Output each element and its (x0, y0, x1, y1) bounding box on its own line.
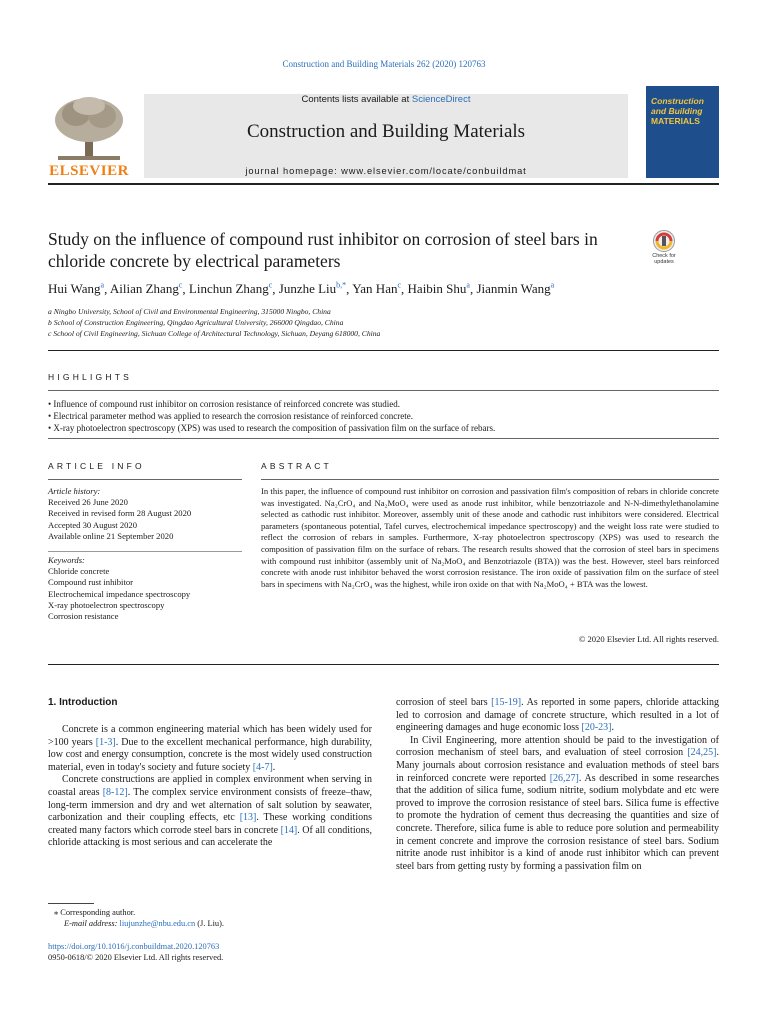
corresponding-author-note: ⁎ Corresponding author. (54, 908, 136, 917)
history-item: Available online 21 September 2020 (48, 530, 174, 541)
citation-link[interactable]: [13] (239, 812, 257, 824)
citation-link[interactable]: [14] (280, 824, 298, 836)
keyword: Compound rust inhibitor (48, 577, 133, 588)
history-item: Received in revised form 28 August 2020 (48, 508, 192, 519)
divider (48, 390, 719, 391)
citation-link[interactable]: [20-23] (581, 722, 612, 734)
divider (261, 479, 719, 480)
author[interactable]: Linchun Zhang$^c$ (188, 281, 273, 297)
section-heading-introduction: 1. Introduction (48, 697, 118, 708)
author[interactable]: Junzhe Liu$^{b,*}$ (278, 281, 347, 297)
keyword: Chloride concrete (48, 566, 110, 577)
check-for-updates-badge[interactable] (645, 229, 683, 269)
highlights-heading: HIGHLIGHTS (48, 372, 132, 382)
keywords-label: Keywords: (48, 555, 85, 565)
article-history (48, 486, 248, 542)
divider (48, 479, 242, 480)
abstract-copyright: © 2020 Elsevier Ltd. All rights reserved. (578, 634, 719, 644)
author[interactable]: Ailian Zhang$^c$ (109, 281, 183, 297)
doi-link[interactable]: https://doi.org/10.1016/j.conbuildmat.2020.120763 (48, 942, 220, 951)
author[interactable]: Hui Wang$^a$ (48, 281, 105, 297)
citation-link[interactable]: [8-12] (102, 786, 128, 798)
citation-link[interactable]: [1-3] (95, 736, 116, 748)
journal-cover-thumbnail (646, 86, 719, 178)
history-item: Accepted 30 August 2020 (48, 519, 138, 530)
divider (48, 551, 242, 552)
paragraph: Concrete constructions are applied in complex environment when serving in coastal areas [8-12]. The complex service environment consists of freeze–thaw, long-term immersion and dry and wet alternation of salt solution by seawater, carbonization and their coupling effects, etc [13]. These working conditions created many factors which corrode steel bars in concrete [14]. Of all conditions, chloride attacking is most serious and can accelerate the (48, 774, 373, 849)
sciencedirect-link[interactable]: ScienceDirect (411, 94, 471, 105)
footnote-rule (48, 903, 94, 904)
article-title: Study on the influence of compound rust inhibitor on corrosion of steel bars in chloride concrete by electrical parameters (48, 229, 598, 271)
issn-line: 0950-0618/© 2020 Elsevier Ltd. All rights reserved. (48, 953, 224, 962)
email-link[interactable]: liujunzhe@nbu.edu.cn (119, 919, 196, 929)
author[interactable]: Jianmin Wang$^a$ (476, 281, 555, 297)
keyword: Corrosion resistance (48, 611, 119, 622)
divider (48, 438, 719, 439)
cover-line: MATERIALS (651, 116, 700, 126)
affiliation: c School of Civil Engineering, Sichuan College of Architectural Technology, Sichuan, Deyang 618000, China (48, 329, 381, 338)
tree-icon (48, 94, 130, 164)
intro-column-right (396, 697, 719, 873)
citation-link[interactable]: [26,27] (549, 772, 579, 784)
journal-homepage[interactable]: journal homepage: www.elsevier.com/locate/conbuildmat (245, 166, 527, 176)
divider (48, 664, 719, 665)
keyword: X-ray photoelectron spectroscopy (48, 599, 165, 610)
check-updates-line: Check for (652, 253, 676, 259)
cover-title (651, 96, 717, 126)
author-list: Hui Wang$^a$, Ailian Zhang$^c$, Linchun Zhang$^c$, Junzhe Liu$^{b,*}$, Yan Han$^c$, Haibin Shu$^a$, Jianmin Wang$^a$ (48, 281, 555, 297)
cover-line: and Building (651, 106, 703, 116)
history-item: Received 26 June 2020 (48, 497, 128, 508)
author[interactable]: Yan Han$^c$ (352, 281, 402, 297)
divider (48, 350, 719, 351)
highlight-item: • X-ray photoelectron spectroscopy (XPS) was used to research the composition of passivation film on the surface of rebars. (48, 423, 496, 433)
highlight-item: • Electrical parameter method was applied to research the corrosion resistance of reinforced concrete. (48, 411, 413, 421)
header-rule (48, 183, 719, 185)
citation-link[interactable]: [24,25] (687, 747, 717, 759)
affiliation: b School of Construction Engineering, Qingdao Agricultural University, 266000 Qingdao, China (48, 318, 344, 327)
publisher-name: ELSEVIER (49, 163, 129, 179)
paragraph: Concrete is a common engineering material which has been widely used for >100 years [1-3]. Due to the excellent mechanical performance, high durability, low cost and energy consumption, concrete is the most widely used construction material, even in today's society and future society [4-7]. (48, 724, 372, 773)
highlight-item: • Influence of compound rust inhibitor on corrosion resistance of reinforced concrete was studied. (48, 399, 401, 409)
keywords (48, 555, 248, 622)
email-line: E-mail address: liujunzhe@nbu.edu.cn (J. Liu). (64, 919, 224, 929)
journal-citation[interactable]: Construction and Building Materials 262 (2020) 120763 (282, 59, 486, 69)
journal-title: Construction and Building Materials (246, 121, 526, 142)
check-updates-icon (645, 229, 683, 253)
paragraph: In Civil Engineering, more attention should be paid to the investigation of corrosion mechanism of steel bars, and evaluation of steel corrosion [24,25]. Many journals about corrosion resistance and evaluation methods of steel bars in reinforced concrete were reported [26,27]. As described in some researches that the addition of silica fume, sodium nitrite, sodium molybdate and etc were proved to improve the corrosion resistance of steel bars. Silica fume is effective to promote the hydration of cement thus decreasing the quantities and size of concrete. Therefore, silica fume is able to reduce pore solution and permeability in cement concrete and improve the corrosion resistance of steel bars. Sodium nitrite anode rust inhibitor is a kind of anode rust inhibitor which can prevent steel bars from getting rusty by forming a passivation film on (396, 734, 720, 872)
citation-link[interactable]: [4-7] (252, 761, 273, 773)
check-updates-line: updates (654, 259, 674, 265)
abstract-heading: ABSTRACT (261, 461, 332, 471)
check-updates-label (645, 253, 683, 265)
abstract-text: In this paper, the influence of compound rust inhibitor on corrosion and passivation film's composition of rebars in chloride concrete was investigated. Na₂CrO₄ and Na₂MoO₄ were used as anode rust inhibitor, while benzotriazole and N-N-dimethylethanolamine selected as cathodic rust inhibitor. Moreover, assembly unit of these anode and cathodic rust inhibitors were considered. Electrical parameters (spontaneous potential, Tafel curves, electrochemical impedance spectroscopy) and the weight loss rate were studied to reflect the corrosion of rebars in samples. Furthermore, X-ray photoelectron spectroscopy (XPS) was used to research the composition of passivation film on the surface of rebars. The research results showed that the corrosion of steel bars in specimens with compound rust inhibitor (assembly unit of Na₂MoO₄ and Benzotriazole (BTA)) was the best. However, steel bars reinforced concrete with anode rust inhibitor behaved the worst corrosion resistance. The iron oxide of passivation film on the surface of steel bars in specimens with Na₂CrO₄ was the highest, while iron oxide on that with Na₂MoO₄ + BTA was the lowest. (261, 486, 719, 589)
keyword: Electrochemical impedance spectroscopy (48, 588, 191, 599)
cover-line: Construction (651, 96, 704, 106)
affiliation: a Ningbo University, School of Civil and Environmental Engineering, 315000 Ningbo, China (48, 307, 331, 316)
intro-column-left (48, 724, 372, 850)
citation-link[interactable]: [15-19] (491, 697, 522, 708)
contents-line (144, 94, 628, 105)
history-label: Article history: (48, 486, 101, 496)
author[interactable]: Haibin Shu$^a$ (407, 281, 470, 297)
footnote (54, 907, 224, 929)
contents-prefix: Contents lists available at (301, 94, 412, 105)
paragraph: corrosion of steel bars [15-19]. As reported in some papers, chloride attacking led to corrosion and damage of concrete structure, which resulted in a lot of engineering damages and huge economic loss [20-23]. (396, 697, 719, 734)
article-info-heading: ARTICLE INFO (48, 461, 145, 471)
